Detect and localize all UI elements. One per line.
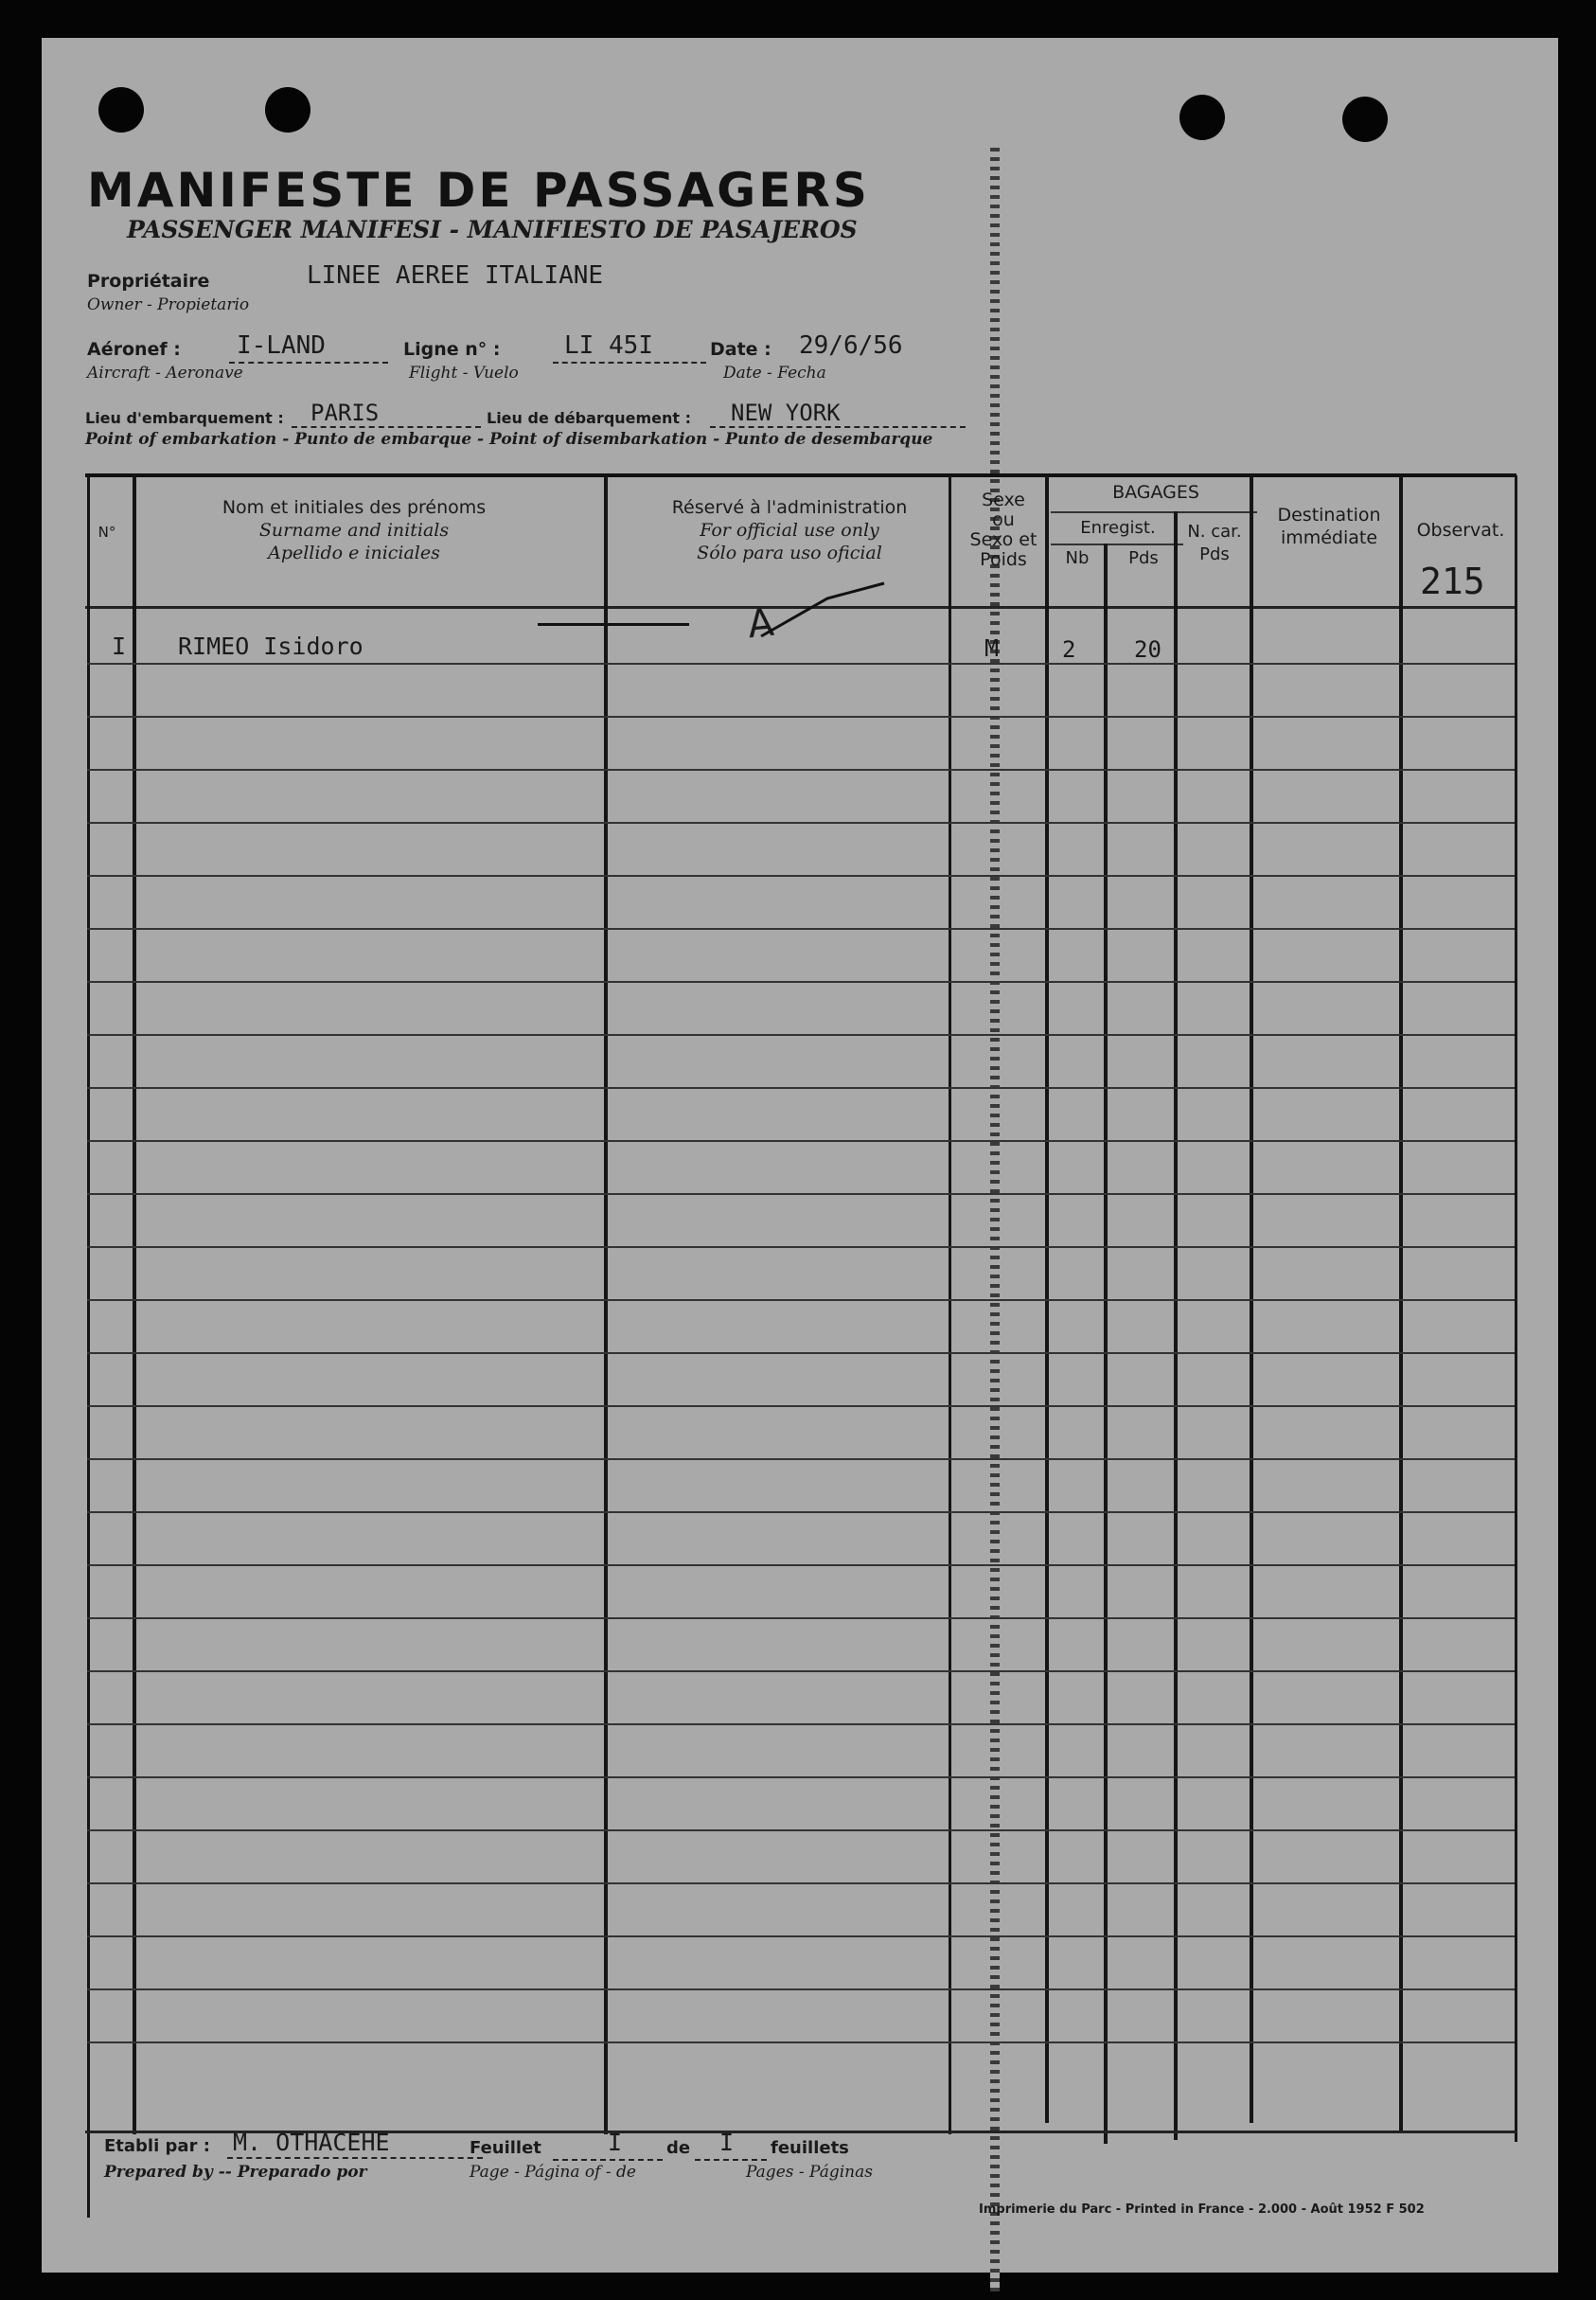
flight-underline xyxy=(553,362,706,364)
col-sex-header-3: Sexo et xyxy=(969,529,1037,550)
points-sub: Point of embarkation - Punto de embarque - Point of disembarkation - Punto de desembarque xyxy=(85,430,933,449)
row-pds: 20 xyxy=(1134,636,1162,663)
table-row-line xyxy=(87,1723,1515,1725)
table-row-line xyxy=(87,1405,1515,1407)
table-row-line xyxy=(87,1882,1515,1884)
col-line-outer-right xyxy=(1515,475,1517,2142)
col-line-pds xyxy=(1174,511,1178,2140)
manifest-title: MANIFESTE DE PASSAGERS xyxy=(87,163,870,218)
punch-hole xyxy=(98,87,144,133)
col-dest-header-1: Destination xyxy=(1277,505,1381,526)
pages-sub: Pages - Páginas xyxy=(746,2163,873,2182)
aircraft-underline xyxy=(229,362,388,364)
disembarkation-label: Lieu de débarquement : xyxy=(487,409,692,427)
table-row-line xyxy=(87,928,1515,930)
date-value: 29/6/56 xyxy=(799,331,903,360)
table-row-line xyxy=(87,1511,1515,1513)
col-sex-header-4: Poids xyxy=(980,549,1027,570)
embarkation-underline xyxy=(292,426,481,428)
printer-imprint: Imprimerie du Parc - Printed in France - 2.000 - Août 1952 F 502 xyxy=(979,2202,1425,2217)
prepared-underline xyxy=(227,2157,483,2159)
enregist-divider xyxy=(1051,544,1183,545)
table-row-line xyxy=(87,822,1515,824)
owner-value: LINEE AEREE ITALIANE xyxy=(307,261,604,290)
table-row-line xyxy=(87,663,1515,665)
punch-hole xyxy=(265,87,310,133)
col-sex-header xyxy=(956,490,1051,570)
col-ncar-header-2: Pds xyxy=(1199,544,1230,564)
table-row-line xyxy=(87,716,1515,718)
table-row-line xyxy=(87,1193,1515,1195)
col-ncar-header xyxy=(1176,521,1253,566)
prepared-value: M. OTHACEHE xyxy=(233,2129,390,2156)
bagages-divider xyxy=(1051,511,1257,513)
of-label: de xyxy=(666,2138,691,2158)
table-row-line xyxy=(87,1352,1515,1354)
col-line-nb xyxy=(1104,544,1108,2144)
disembarkation-value: NEW YORK xyxy=(731,400,841,426)
col-admin-header-en: For official use only xyxy=(700,520,879,541)
col-ncar-header-1: N. car. xyxy=(1187,522,1242,542)
table-top-border xyxy=(85,473,1516,477)
col-sex-header-1: Sexe xyxy=(982,490,1025,510)
col-sex-header-2: ou xyxy=(992,509,1015,530)
table-row-line xyxy=(87,1935,1515,1937)
manifest-sheet xyxy=(42,38,1558,2273)
obs-number: 215 xyxy=(1420,561,1485,602)
manifest-subtitle: PASSENGER MANIFESI - MANIFIESTO DE PASAJEROS xyxy=(127,216,858,243)
aircraft-label-sub: Aircraft - Aeronave xyxy=(87,364,243,383)
table-row-line xyxy=(87,1617,1515,1619)
date-label-sub: Date - Fecha xyxy=(723,364,826,383)
flight-value: LI 45I xyxy=(564,331,653,360)
col-line-admin xyxy=(949,475,951,2134)
col-admin-header-fr: Réservé à l'administration xyxy=(671,497,908,518)
sheet-value: I xyxy=(608,2129,623,2156)
col-admin-header xyxy=(610,496,969,564)
embarkation-value: PARIS xyxy=(310,400,380,426)
table-row-line xyxy=(87,1299,1515,1301)
col-nb-header: Nb xyxy=(1065,548,1090,568)
table-row-line xyxy=(87,1087,1515,1089)
date-label: Date : xyxy=(710,339,771,360)
owner-label-sub: Owner - Propietario xyxy=(87,295,250,314)
perforation-line xyxy=(990,142,1000,2291)
aircraft-value: I-LAND xyxy=(237,331,326,360)
row-no: I xyxy=(112,633,127,660)
col-line-no xyxy=(133,475,136,2134)
row-sex: M xyxy=(984,634,1000,662)
table-row-line xyxy=(87,1564,1515,1566)
owner-label: Propriétaire xyxy=(87,271,210,292)
flight-label-sub: Flight - Vuelo xyxy=(409,364,519,383)
aircraft-label: Aéronef : xyxy=(87,339,181,360)
admin-handwritten-mark: A xyxy=(745,600,776,648)
table-row-line xyxy=(87,1458,1515,1460)
prepared-sub: Prepared by -- Preparado por xyxy=(104,2163,367,2182)
table-row-line xyxy=(87,1246,1515,1248)
col-name-header xyxy=(136,496,572,564)
col-line-outer-left xyxy=(87,475,90,2218)
col-enregist-header: Enregist. xyxy=(1080,518,1156,538)
table-row-line xyxy=(87,2041,1515,2043)
admin-mark-stroke xyxy=(742,579,894,646)
col-bagages-header: BAGAGES xyxy=(1112,482,1199,503)
of-value: I xyxy=(719,2129,735,2156)
admin-handwritten-dash xyxy=(538,623,689,626)
col-admin-header-es: Sólo para uso oficial xyxy=(697,543,882,563)
col-dest-header-2: immédiate xyxy=(1280,527,1378,548)
sheets-label: feuillets xyxy=(771,2138,849,2158)
table-row-line xyxy=(87,769,1515,771)
sheet-underline xyxy=(553,2159,663,2161)
flight-label: Ligne n° : xyxy=(403,339,501,360)
col-obs-header: Observat. xyxy=(1416,520,1505,541)
punch-hole xyxy=(1342,97,1388,142)
disembarkation-underline xyxy=(710,426,966,428)
sheet-sub: Page - Página of - de xyxy=(470,2163,636,2182)
row-name: RIMEO Isidoro xyxy=(178,633,364,660)
table-row-line xyxy=(87,1776,1515,1778)
col-name-header-en: Surname and initials xyxy=(258,520,450,541)
table-row-line xyxy=(87,1670,1515,1672)
table-row-line xyxy=(87,981,1515,983)
col-name-header-fr: Nom et initiales des prénoms xyxy=(222,497,487,518)
col-pds-header: Pds xyxy=(1128,548,1159,568)
prepared-label: Etabli par : xyxy=(104,2136,210,2156)
of-underline xyxy=(695,2159,767,2161)
punch-hole xyxy=(1179,95,1225,140)
table-row-line xyxy=(87,875,1515,877)
embarkation-label: Lieu d'embarquement : xyxy=(85,409,284,427)
table-row-line xyxy=(87,1034,1515,1036)
col-dest-header xyxy=(1253,504,1405,549)
row-nb: 2 xyxy=(1062,636,1076,663)
sheet-label: Feuillet xyxy=(470,2138,541,2158)
table-row-line xyxy=(87,1140,1515,1142)
col-no-header: N° xyxy=(98,524,116,541)
col-name-header-es: Apellido e iniciales xyxy=(268,543,440,563)
table-row-line xyxy=(87,1988,1515,1990)
table-row-line xyxy=(87,1829,1515,1831)
col-line-name xyxy=(604,475,608,2134)
